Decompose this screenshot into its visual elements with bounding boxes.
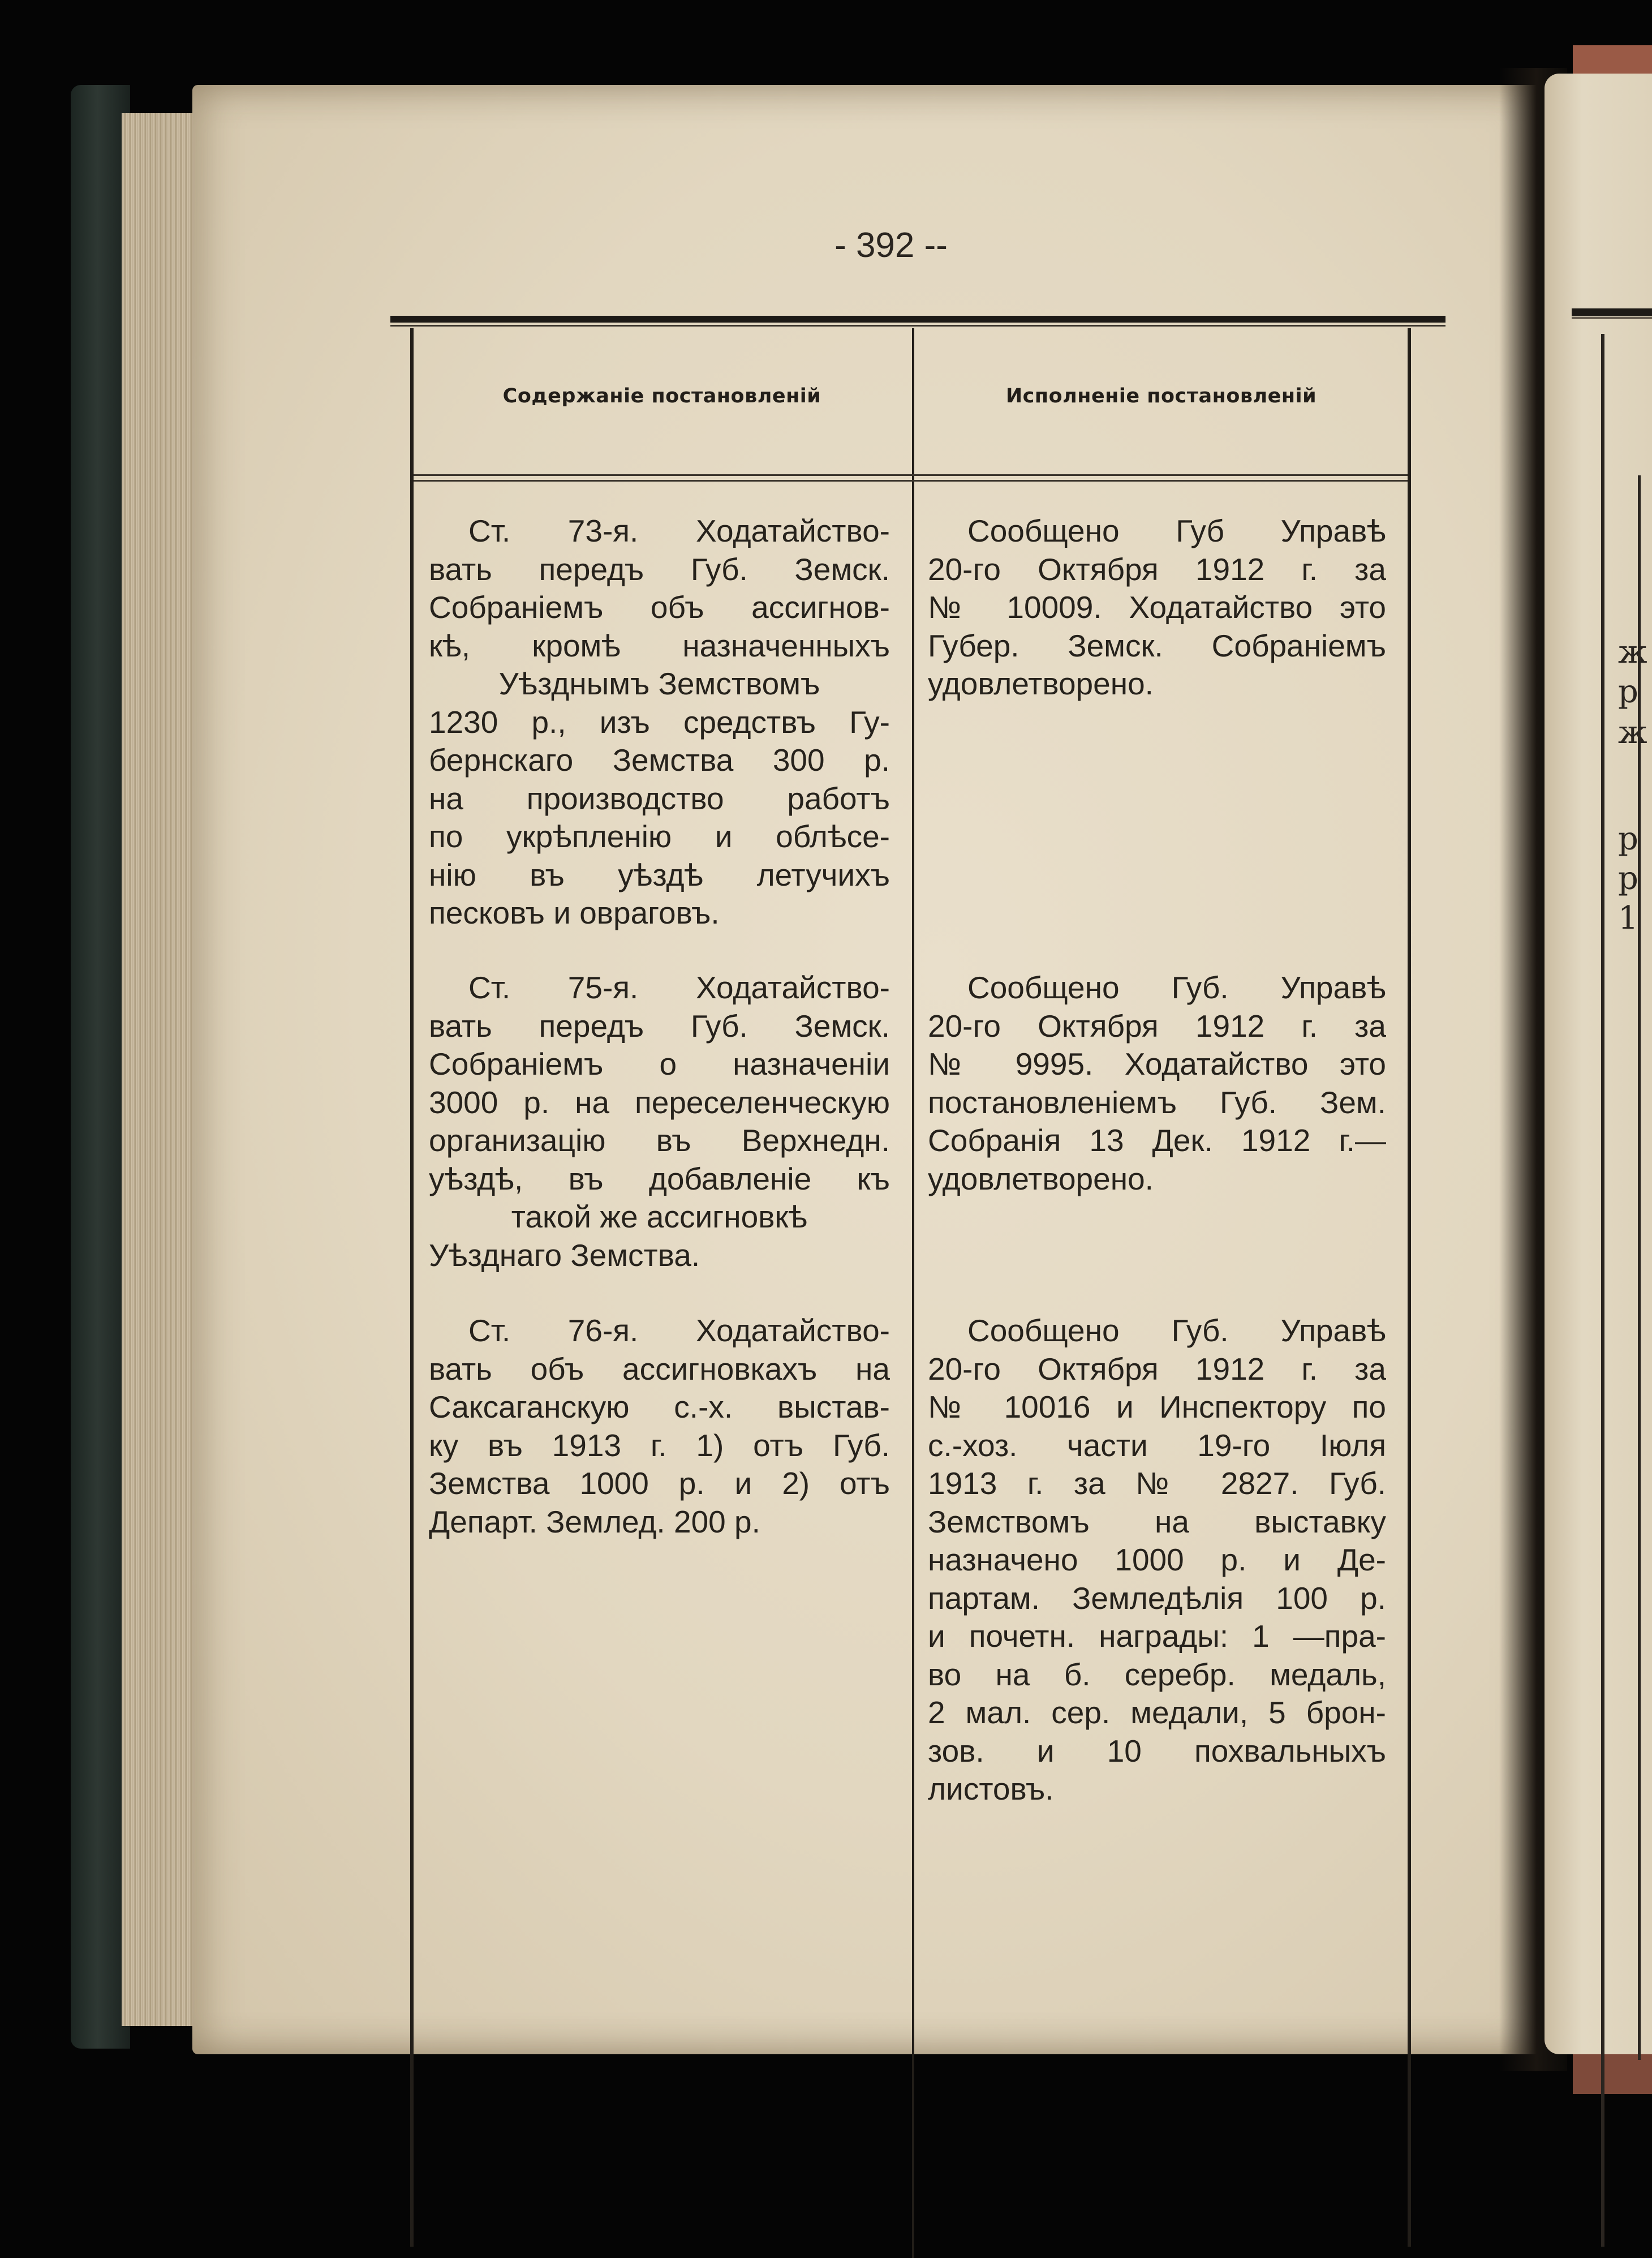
text-line: Сообщено Губ. Управѣ bbox=[967, 970, 1386, 1005]
text-line: организацію въ Верхнедн. bbox=[429, 1123, 890, 1158]
adjacent-page-rule bbox=[1572, 308, 1652, 316]
adjacent-page-letter: ж bbox=[1618, 634, 1647, 671]
text-line: удовлетворено. bbox=[928, 666, 1154, 701]
text-line: листовъ. bbox=[928, 1771, 1054, 1806]
page-number: - 392 -- bbox=[834, 226, 948, 265]
adjacent-page bbox=[1545, 74, 1652, 2054]
table-top-rule bbox=[390, 316, 1445, 323]
text-line: песковъ и овраговъ. bbox=[429, 895, 720, 930]
text-line: по укрѣпленію и облѣсе- bbox=[429, 819, 890, 854]
adjacent-page-column-line-right bbox=[1638, 475, 1641, 2060]
text-line: назначено 1000 р. и Де- bbox=[928, 1542, 1386, 1577]
text-line: и почетн. награды: 1 —пра- bbox=[928, 1619, 1386, 1654]
text-line: Собранія 13 Дек. 1912 г.— bbox=[928, 1123, 1386, 1158]
text-line: нію въ уѣздѣ летучихъ bbox=[429, 857, 890, 892]
text-line: 20-го Октября 1912 г. за bbox=[928, 1351, 1386, 1386]
text-line: Ст. 76-я. Ходатайство- bbox=[468, 1313, 890, 1348]
adjacent-page-letter: р bbox=[1618, 860, 1638, 897]
header-bottom-rule-second bbox=[414, 480, 1408, 482]
text-line: Сообщено Губ Управѣ bbox=[967, 513, 1386, 548]
text-line: Собраніемъ о назначеніи bbox=[429, 1046, 890, 1081]
text-line: Земствомъ на выставку bbox=[928, 1504, 1386, 1539]
adjacent-page-column-line bbox=[1601, 334, 1604, 2247]
column-header-execution: Исполненіе постановленій bbox=[1005, 385, 1317, 407]
text-line: № 10016 и Инспектору по bbox=[928, 1389, 1386, 1424]
text-line: Сообщено Губ. Управѣ bbox=[967, 1313, 1386, 1348]
column-header-content: Содержаніе постановленій bbox=[502, 385, 821, 407]
text-line: Ст. 73-я. Ходатайство- bbox=[468, 513, 890, 548]
text-line: бернскаго Земства 300 р. bbox=[429, 742, 890, 778]
adjacent-page-letter: р bbox=[1618, 821, 1638, 857]
text-line: партам. Земледѣлія 100 р. bbox=[928, 1580, 1386, 1616]
text-line: Саксаганскую с.-х. выстав- bbox=[429, 1389, 890, 1424]
text-line: Ст. 75-я. Ходатайство- bbox=[468, 970, 890, 1005]
text-line: на производство работъ bbox=[429, 780, 890, 816]
adjacent-page-letter: 1 bbox=[1618, 900, 1638, 937]
entry-execution-art-76 bbox=[928, 1312, 1386, 1809]
text-line: уѣздѣ, въ добавленіе къ bbox=[429, 1161, 890, 1196]
text-line: кѣ, кромѣ назначенныхъ bbox=[429, 628, 890, 663]
adjacent-page-letter: ж bbox=[1618, 714, 1647, 751]
text-line: зов. и 10 похвальныхъ bbox=[928, 1733, 1386, 1768]
adjacent-page-letter: р bbox=[1618, 673, 1638, 710]
text-line: № 10009. Ходатайство это bbox=[928, 590, 1386, 625]
text-line: удовлетворено. bbox=[928, 1161, 1154, 1196]
text-line: 2 мал. сер. медали, 5 брон- bbox=[928, 1695, 1386, 1730]
text-line: такой же ассигновкѣ bbox=[511, 1199, 808, 1234]
text-line: вать передъ Губ. Земск. bbox=[429, 1008, 890, 1044]
header-bottom-rule bbox=[414, 474, 1408, 476]
table-top-rule-thin bbox=[390, 325, 1445, 327]
entry-content-art-76 bbox=[429, 1312, 890, 1541]
table-column-divider bbox=[912, 328, 914, 2258]
text-line: вать объ ассигновкахъ на bbox=[429, 1351, 890, 1386]
text-line: во на б. серебр. медаль, bbox=[928, 1656, 1386, 1692]
text-line: постановленіемъ Губ. Зем. bbox=[928, 1084, 1386, 1120]
text-line: Департ. Землед. 200 р. bbox=[429, 1504, 760, 1539]
text-line: вать передъ Губ. Земск. bbox=[429, 551, 890, 587]
table-right-border bbox=[1408, 328, 1411, 2247]
adjacent-page-rule-thin bbox=[1572, 317, 1652, 319]
text-line: 3000 р. на переселенческую bbox=[429, 1084, 890, 1120]
entry-execution-art-73 bbox=[928, 512, 1386, 703]
table-left-border bbox=[410, 328, 414, 2247]
text-line: Уѣзднымъ Земствомъ bbox=[498, 666, 820, 701]
text-line: 20-го Октября 1912 г. за bbox=[928, 1008, 1386, 1044]
text-line: Земства 1000 р. и 2) отъ bbox=[429, 1466, 890, 1501]
text-line: 1230 р., изъ средствъ Гу- bbox=[429, 704, 890, 740]
entry-execution-art-75 bbox=[928, 969, 1386, 1198]
text-line: Собраніемъ объ ассигнов- bbox=[429, 590, 890, 625]
entry-content-art-75 bbox=[429, 969, 890, 1274]
text-line: 20-го Октября 1912 г. за bbox=[928, 551, 1386, 587]
text-line: с.-хоз. части 19-го Іюля bbox=[928, 1427, 1386, 1463]
text-line: Уѣзднаго Земства. bbox=[429, 1237, 700, 1273]
text-line: ку въ 1913 г. 1) отъ Губ. bbox=[429, 1427, 890, 1463]
text-line: 1913 г. за № 2827. Губ. bbox=[928, 1466, 1386, 1501]
entry-content-art-73 bbox=[429, 512, 890, 933]
text-line: Губер. Земск. Собраніемъ bbox=[928, 628, 1386, 663]
text-line: № 9995. Ходатайство это bbox=[928, 1046, 1386, 1081]
